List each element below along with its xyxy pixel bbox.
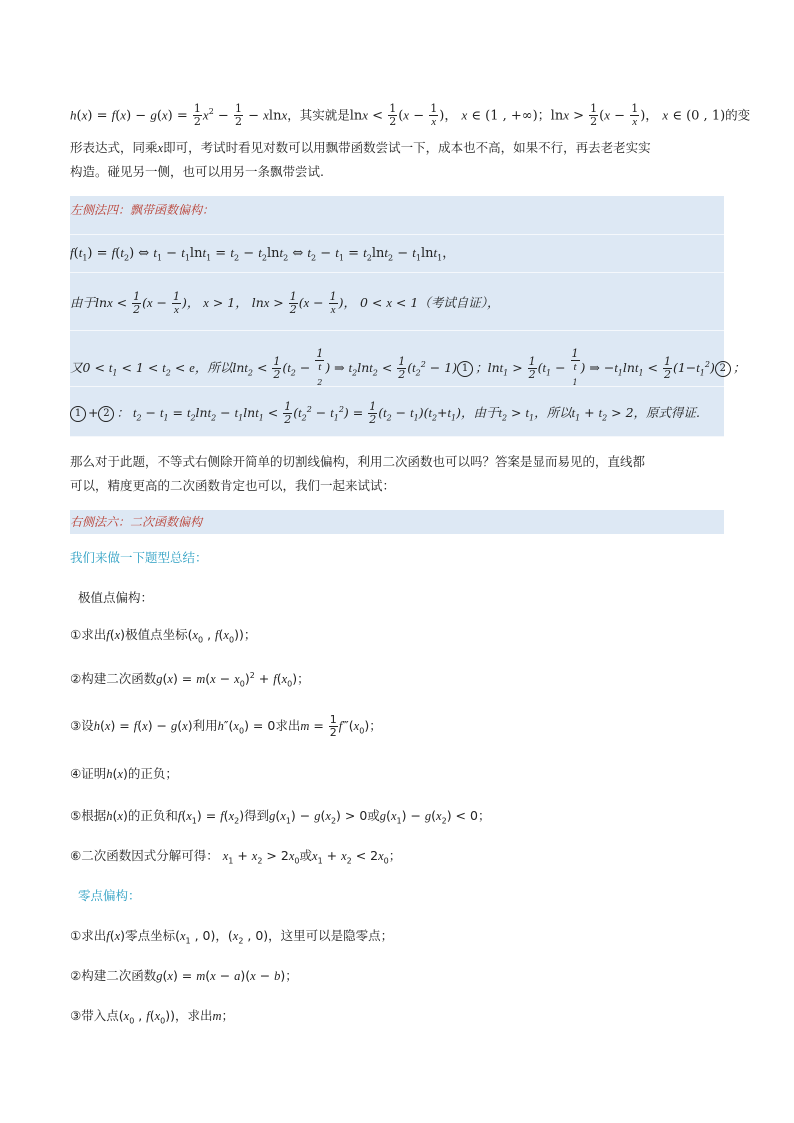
zero-title: 零点偏构： xyxy=(78,888,141,903)
zero-step-2: ②构建二次函数g(x) = m(x − a)(x − b)； xyxy=(70,968,298,983)
extreme-step-5: ⑤根据h(x)的正负和$f(x_1) = f(x_2)$得到$g(x_1) - g(x_2) > 0$或$g(x_1) - g(x_2) < 0$； xyxy=(70,808,491,826)
zero-step-1: ①求出f(x)零点坐标($x_1$ , 0)，($x_2$ , 0)，这里可以是隐零点； xyxy=(70,928,394,946)
zero-step-3: ③带入点($x_0$ , $f(x_0)$)，求出m； xyxy=(70,1008,235,1026)
method-box-left xyxy=(70,196,746,436)
extreme-step-4: ④证明h(x)的正负； xyxy=(70,766,178,781)
box2-title: 右侧法六：二次函数偏构 xyxy=(70,515,203,529)
para2-line-1: 那么对于此题，不等式右侧除开简单的切割线偏构，利用二次函数也可以吗？答案是显而易见的，直线都 xyxy=(70,454,646,469)
para2-line-2: 可以，精度更高的二次函数肯定也可以，我们一起来试试： xyxy=(70,478,396,493)
box-row-1: $f(t_1) = f(t_2)$ ⇔ $t_1 - t_1\ln t_1 = t_2 - t_2\ln t_2$ ⇔ $t_2 - t_1 = t_2\ln t_2 - t_1\ln t_1$， xyxy=(70,234,724,273)
summary-heading: 我们来做一下题型总结： xyxy=(70,550,208,565)
box-row-4: 1 + 2 ： $t_2 - t_1 = t_2\ln t_2 - t_1\ln t_1$ < $\frac{1}{2}$ $(t_2^2 - t_1^2)$ = $\frac{1}{2}$ $(t_2 - t_1)(t_2+t_1)$，由于$t_2 > t_1$，所以$t_1 + t_2 > 2$，原式得证. xyxy=(70,386,724,437)
intro-line-2: 形表达式，同乘x即可，考试时看见对数可以用飘带函数尝试一下，成本也不高，如果不行，再去老老实实 xyxy=(70,140,651,155)
box-row-3: 又$0 < t_1 < 1 < t_2 < e$，所以lnt$_2$ < $\frac{1}{2}$ ($t_2$ − 1 t $_2$ ) ⇒ $t_2\ln t_2$ < $\frac{1}{2}$ $(t_2^2 - 1)$ 1 ；lnt$_1$ > $\frac{1}{2}$ ($t_1$ − 1 t $_1$ ) ⇒ $-t_1\ln t_1$ < $\frac{1}{2}$ $(1-t_1^2)$ 2 ； xyxy=(70,330,724,387)
extreme-step-6: ⑥二次函数因式分解可得： $x_1 + x_2 > 2x_0$或$x_1 + x_2 < 2x_0$； xyxy=(70,848,402,866)
extreme-step-3: ③设h(x) = f(x) − g(x)利用$h''(x_0) = 0$求出m = $\frac{1}{2}$ $f‴(x_0)$； xyxy=(70,713,382,739)
box-row-2: 由于lnx < $\frac{1}{2}$ (x − $\frac{1}{x}$ )， x > 1， lnx > $\frac{1}{2}$ (x − $\frac{1}{x}$ )， 0 < x < 1（考试自证）， xyxy=(70,272,724,331)
box-title: 左侧法四：飘带函数偏构： xyxy=(70,203,215,217)
extreme-step-2: ②构建二次函数$g(x) = m(x - x_0)^2 + f(x_0)$； xyxy=(70,671,310,689)
method-box-right xyxy=(70,510,724,534)
extreme-step-1: ①求出f(x)极值点坐标($x_0$ , $f(x_0)$)； xyxy=(70,627,257,645)
box-title-row xyxy=(70,196,724,235)
intro-line-3: 构造。碰见另一侧，也可以用另一条飘带尝试. xyxy=(70,164,324,179)
extreme-title: 极值点偏构： xyxy=(78,590,154,605)
intro-line-1: h(x) = f(x) − g(x) = $\frac{1}{2}$ $x^2$ − $\frac{1}{2}$ − xlnx，其实就是lnx < $\frac{1}{2}$ (x − $\frac{1}{x}$ )， x ∈ (1 , +∞)；lnx > $\frac{1}{2}$ (x − $\frac{1}{x}$ )， x ∈ (0 , 1)的变 xyxy=(70,102,751,129)
